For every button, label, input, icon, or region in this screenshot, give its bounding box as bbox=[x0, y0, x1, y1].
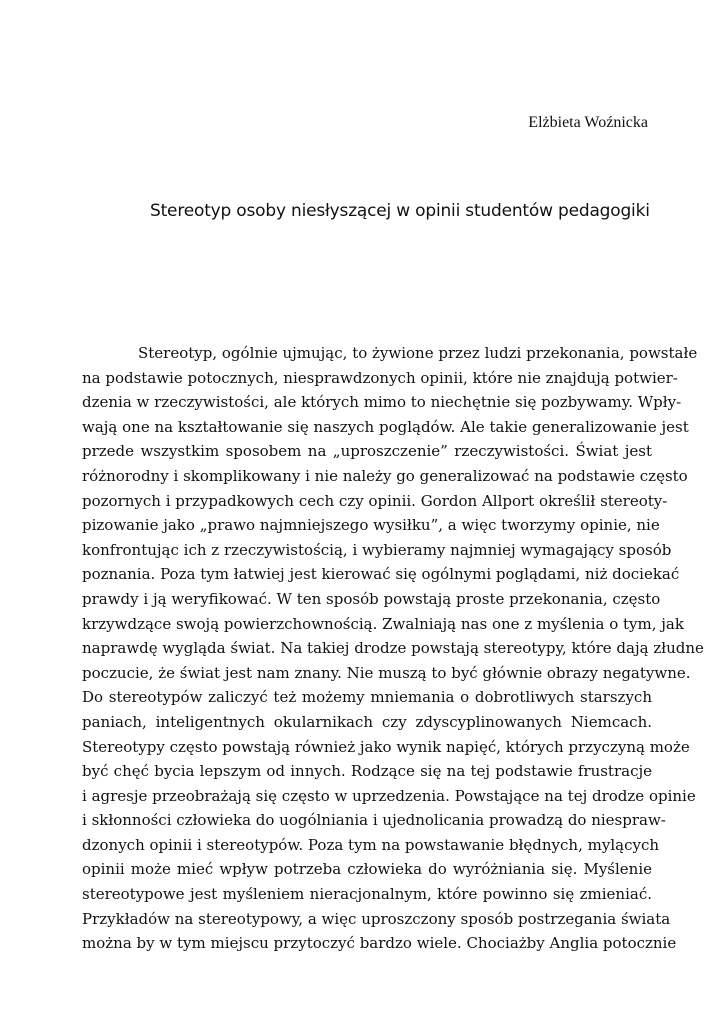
paragraph-line: konfrontując ich z rzeczywistością, i wybieramy najmniej wymagający sposób bbox=[82, 540, 672, 559]
paragraph-line: dzenia w rzeczywistości, ale których mimo to niechętnie się pozbywamy. Wpły- bbox=[82, 393, 682, 412]
paragraph-line: poczucie, że świat jest nam znany. Nie muszą to być głównie obrazy negatywne. bbox=[82, 663, 691, 682]
paragraph-line: i agresje przeobrażają się często w uprzedzenia. Powstające na tej drodze opinie bbox=[82, 786, 696, 805]
paragraph-line: i skłonności człowieka do uogólniania i ujednolicania prowadzą do niespraw- bbox=[82, 811, 666, 830]
paragraph-line: pizowanie jako „prawo najmniejszego wysiłku”, a więc tworzymy opinie, nie bbox=[82, 516, 660, 535]
paragraph-line: opinii może mieć wpływ potrzeba człowieka do wyróżniania się. Myślenie bbox=[82, 860, 652, 879]
paragraph-line: pozornych i przypadkowych cech czy opinii. Gordon Allport określił stereoty- bbox=[82, 491, 668, 510]
paragraph-line: Stereotyp, ogólnie ujmując, to żywione przez ludzi przekonania, powstałe bbox=[138, 344, 698, 362]
paragraph-line: można by w tym miejscu przytoczyć bardzo wiele. Chociażby Anglia potocznie bbox=[82, 934, 677, 953]
paragraph-line: różnorodny i skomplikowany i nie należy go generalizować na podstawie często bbox=[82, 466, 688, 485]
paragraph-line: wają one na kształtowanie się naszych poglądów. Ale takie generalizowanie jest bbox=[82, 417, 689, 436]
paragraph-line: stereotypowe jest myśleniem nieracjonalnym, które powinno się zmieniać. bbox=[82, 885, 652, 904]
paragraph-line: być chęć bycia lepszym od innych. Rodzące się na tej podstawie frustracje bbox=[82, 762, 652, 781]
paragraph-line: Stereotypy często powstają również jako wynik napięć, których przyczyną może bbox=[82, 737, 690, 756]
paragraph-line: na podstawie potocznych, niesprawdzonych opinii, które nie znajdują potwier- bbox=[82, 368, 678, 387]
paragraph-line: Przykładów na stereotypowy, a więc uproszczony sposób postrzegania świata bbox=[82, 909, 671, 928]
paragraph-line: naprawdę wygląda świat. Na takiej drodze powstają stereotypy, które dają złudne bbox=[82, 639, 704, 658]
author-name: Elżbieta Woźnicka bbox=[528, 114, 648, 131]
paragraph-line: przede wszystkim sposobem na „uproszczenie” rzeczywistości. Świat jest bbox=[82, 442, 652, 461]
paragraph-line: dzonych opinii i stereotypów. Poza tym na powstawanie błędnych, mylących bbox=[82, 835, 660, 854]
paragraph-line: Do stereotypów zaliczyć też możemy mniemania o dobrotliwych starszych bbox=[82, 688, 652, 707]
paragraph-line: poznania. Poza tym łatwiej jest kierować się ogólnymi poglądami, niż dociekać bbox=[82, 565, 680, 584]
body-paragraph bbox=[82, 341, 704, 956]
paragraph-line: prawdy i ją weryfikować. W ten sposób powstają proste przekonania, często bbox=[82, 589, 661, 608]
paragraph-line: krzywdzące swoją powierzchownością. Zwalniają nas one z myślenia o tym, jak bbox=[82, 614, 684, 633]
article-title: Stereotyp osoby niesłyszącej w opinii studentów pedagogiki bbox=[150, 201, 650, 221]
paragraph-line: paniach, inteligentnych okularnikach czy zdyscyplinowanych Niemcach. bbox=[82, 712, 652, 731]
